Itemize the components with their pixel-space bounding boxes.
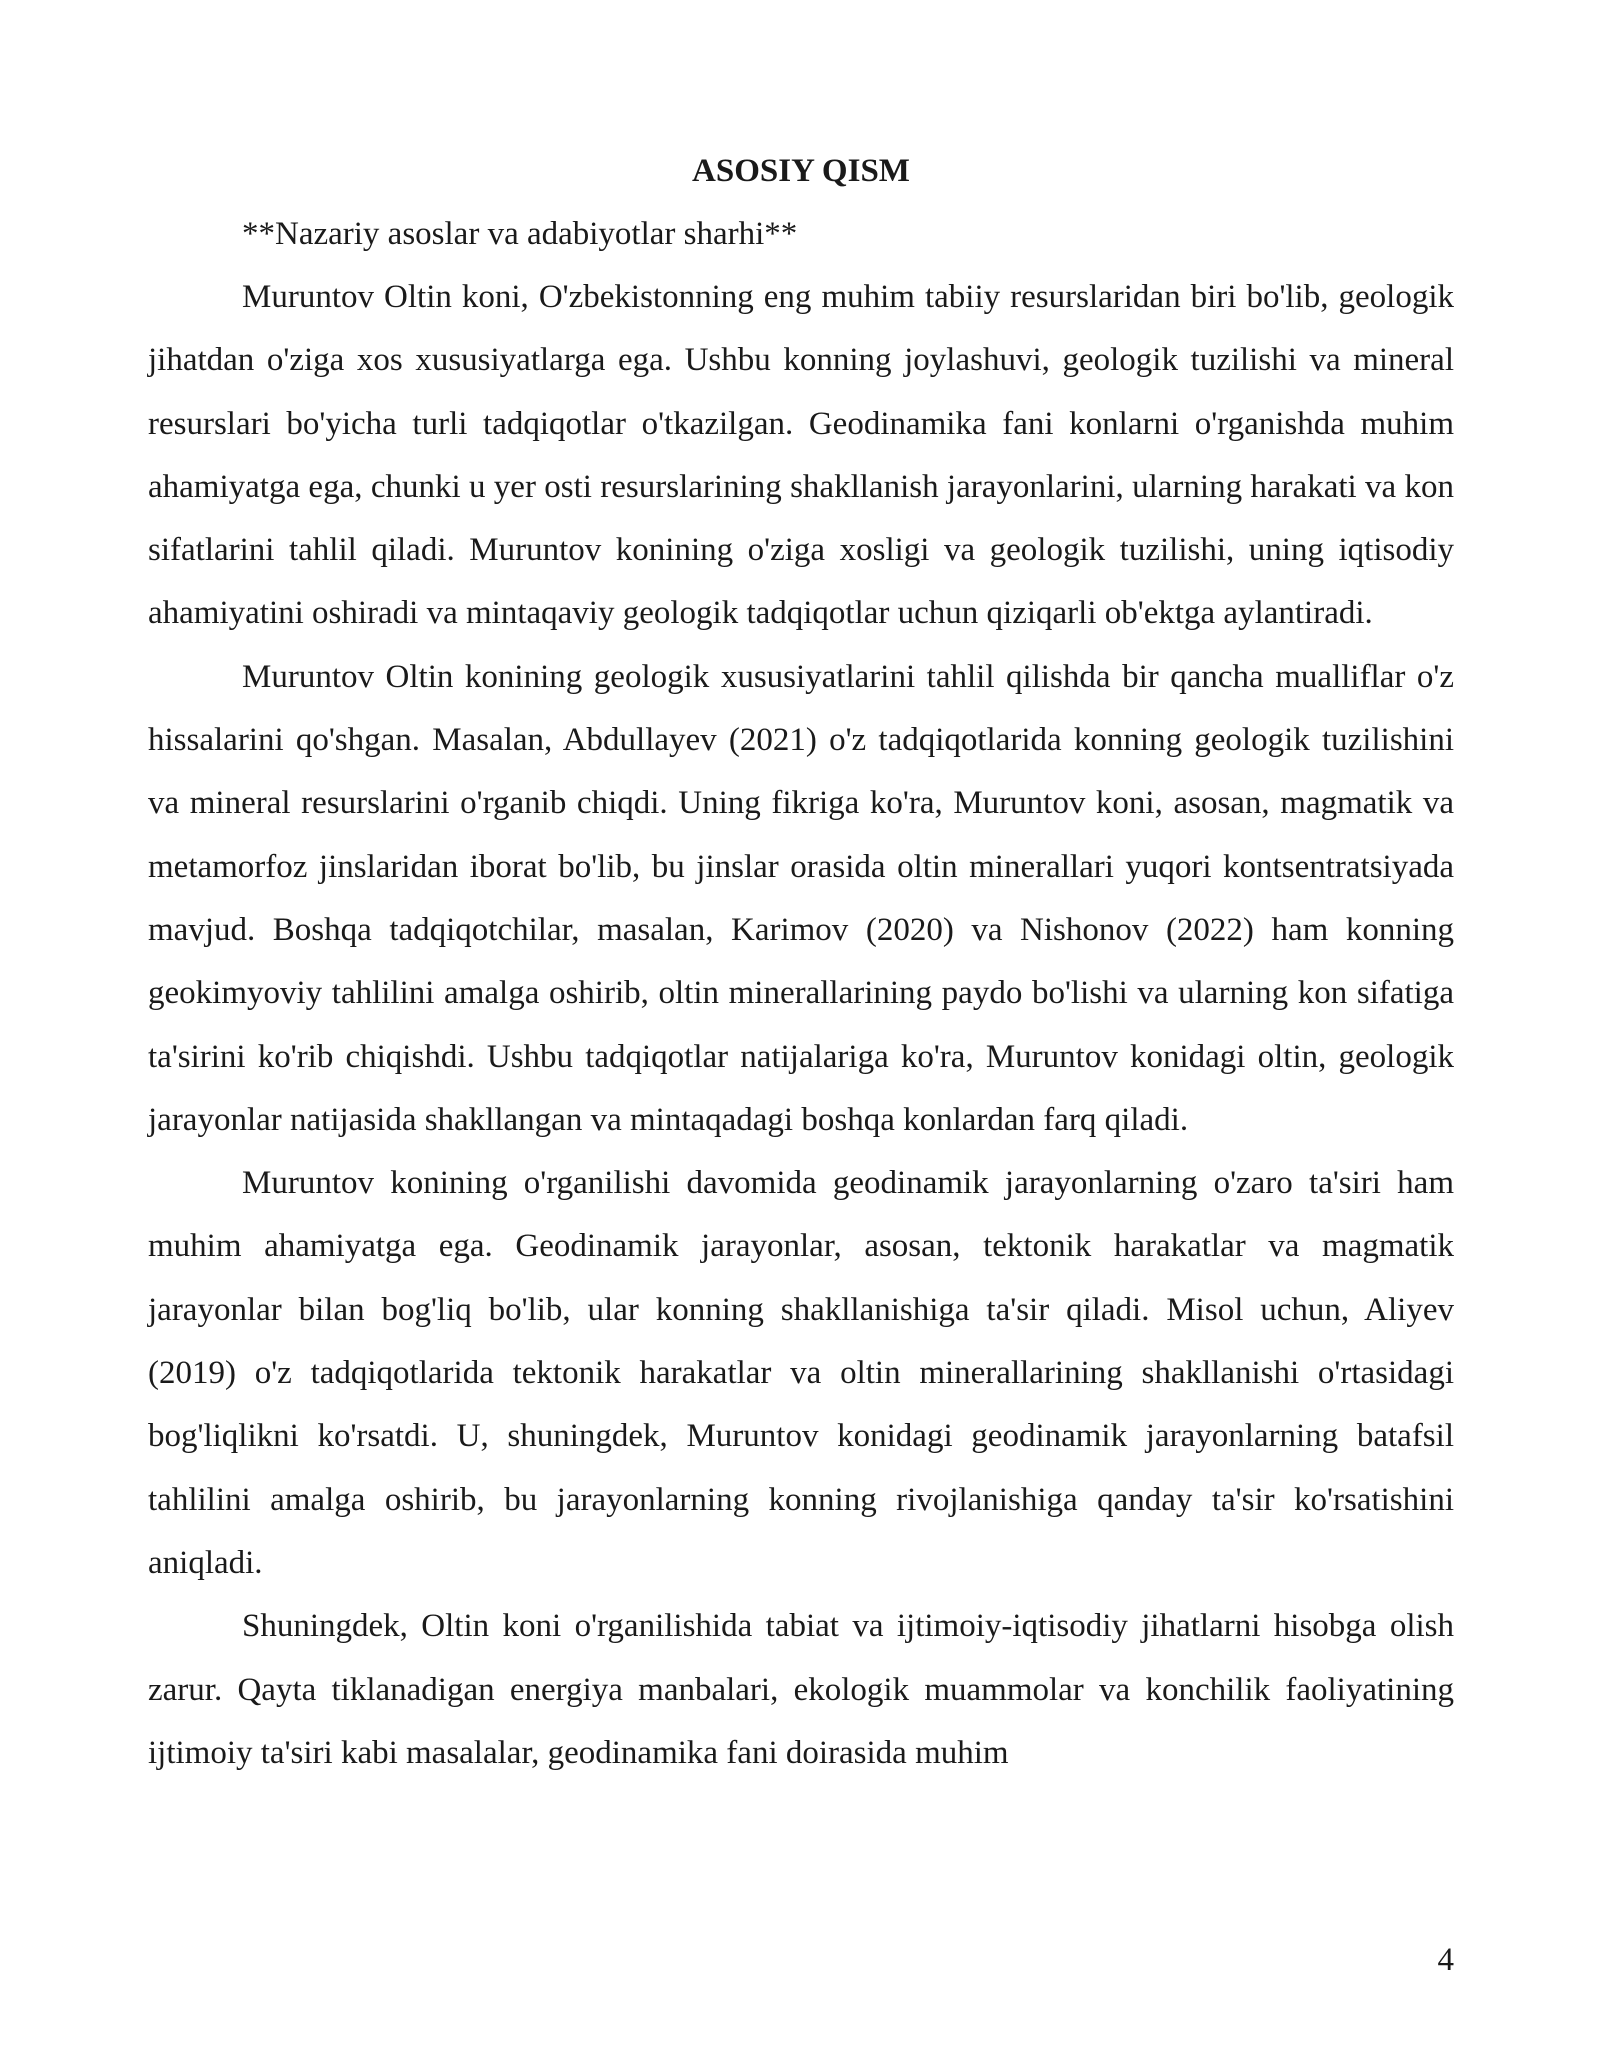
subsection-heading: **Nazariy asoslar va adabiyotlar sharhi**	[242, 216, 798, 252]
page-number: 4	[1437, 1942, 1454, 1978]
paragraph-3: Muruntov konining o'rganilishi davomida geodinamik jarayonlarning o'zaro ta'siri ham muhim ahamiyatga ega. Geodinamik jarayonlar, asosan, tektonik harakatlar va magmatik jarayonlar bilan bog'liq bo'lib, ular konning shakllanishiga ta'sir qiladi. Misol uchun, Aliyev (2019) o'z tadqiqotlarida tektonik harakatlar va oltin minerallarining shakllanishi o'rtasidagi bog'liqlikni ko'rsatdi. U, shuningdek, Muruntov konidagi geodinamik jarayonlarning batafsil tahlilini amalga oshirib, bu jarayonlarning konning rivojlanishiga qanday ta'sir ko'rsatishini aniqladi.	[148, 1165, 1454, 1581]
section-heading: ASOSIY QISM	[692, 153, 910, 189]
paragraph-4: Shuningdek, Oltin koni o'rganilishida tabiat va ijtimoiy-iqtisodiy jihatlarni hisobga olish zarur. Qayta tiklanadigan energiya manbalari, ekologik muammolar va konchilik faoliyatining ijtimoiy ta'siri kabi masalalar, geodinamika fani doirasida muhim	[148, 1608, 1454, 1771]
paragraph-1: Muruntov Oltin koni, O'zbekistonning eng muhim tabiiy resurslaridan biri bo'lib, geologik jihatdan o'ziga xos xususiyatlarga ega. Ushbu konning joylashuvi, geologik tuzilishi va mineral resurslari bo'yicha turli tadqiqotlar o'tkazilgan. Geodinamika fani konlarni o'rganishda muhim ahamiyatga ega, chunki u yer osti resurslarining shakllanish jarayonlarini, ularning harakati va kon sifatlarini tahlil qiladi. Muruntov konining o'ziga xosligi va geologik tuzilishi, uning iqtisodiy ahamiyatini oshiradi va mintaqaviy geologik tadqiqotlar uchun qiziqarli ob'ektga aylantiradi.	[148, 279, 1454, 632]
paragraph-2: Muruntov Oltin konining geologik xususiyatlarini tahlil qilishda bir qancha mualliflar o'z hissalarini qo'shgan. Masalan, Abdullayev (2021) o'z tadqiqotlarida konning geologik tuzilishini va mineral resurslarini o'rganib chiqdi. Uning fikriga ko'ra, Muruntov koni, asosan, magmatik va metamorfoz jinslaridan iborat bo'lib, bu jinslar orasida oltin minerallari yuqori kontsentratsiyada mavjud. Boshqa tadqiqotchilar, masalan, Karimov (2020) va Nishonov (2022) ham konning geokimyoviy tahlilini amalga oshirib, oltin minerallarining paydo bo'lishi va ularning kon sifatiga ta'sirini ko'rib chiqishdi. Ushbu tadqiqotlar natijalariga ko'ra, Muruntov konidagi oltin, geologik jarayonlar natijasida shakllangan va mintaqadagi boshqa konlardan farq qiladi.	[148, 658, 1454, 1138]
document-page	[148, 140, 1454, 1785]
